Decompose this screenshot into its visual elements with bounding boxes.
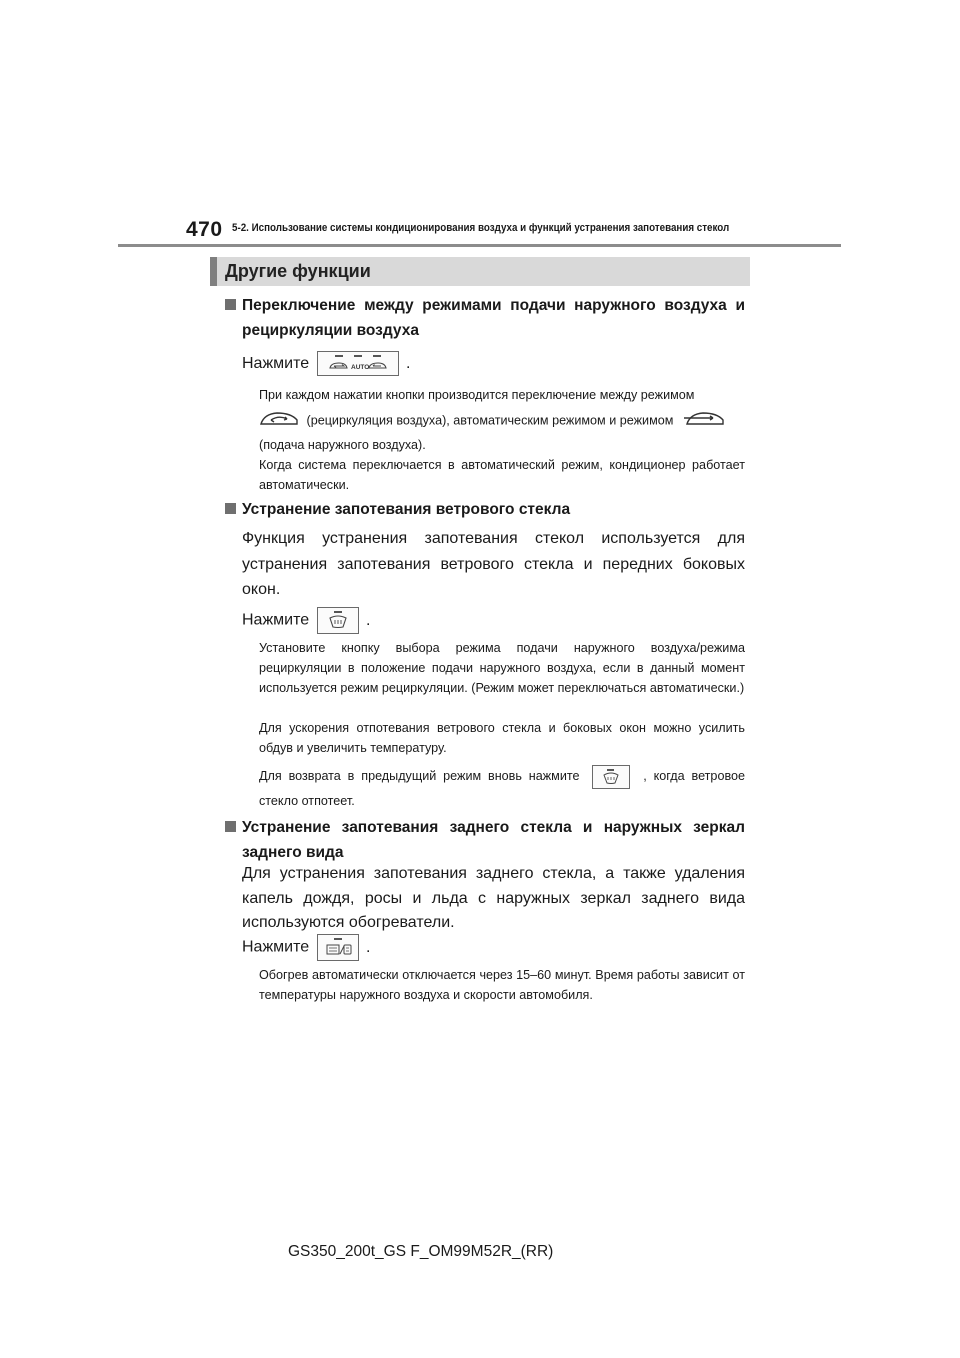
windshield-defogger-button-inline[interactable] — [592, 765, 630, 789]
windshield-defogger-button[interactable] — [317, 607, 359, 634]
bullet-square-icon — [225, 299, 236, 310]
heading-recirculation — [225, 293, 745, 343]
press-label: Нажмите — [242, 611, 310, 629]
section-bar-tab — [210, 257, 217, 286]
press-instruction-recirc — [242, 351, 745, 376]
bullet-square-icon — [225, 821, 236, 832]
rear-defog-description: Для устранения запотевания заднего стекла, а также удаления капель дождя, росы и льда с наружных зеркал заднего вида используются обогреватели. — [242, 865, 745, 931]
press-suffix: . — [366, 611, 371, 629]
chapter-header: 5-2. Использование системы кондиционирования воздуха и функций устранения запотевания стекол — [232, 222, 730, 234]
note-text: Для возврата в предыдущий режим вновь нажмите — [259, 769, 580, 783]
heading-text: Устранение запотевания ветрового стекла — [242, 501, 571, 518]
heading-windshield-defog — [225, 497, 745, 522]
note-windshield-return — [259, 764, 745, 813]
document-code: GS350_200t_GS F_OM99M52R_(RR) — [288, 1243, 554, 1260]
heading-text: Переключение между режимами подачи наружного воздуха и рециркуляции воздуха — [242, 297, 745, 339]
header-divider — [118, 244, 841, 247]
note-text: (подача наружного воздуха). — [259, 438, 426, 452]
section-title: Другие функции — [225, 261, 371, 281]
recirculation-mode-icon — [259, 407, 303, 435]
press-instruction-rear — [242, 934, 745, 961]
page-number: 470 — [186, 218, 223, 241]
press-label: Нажмите — [242, 355, 310, 372]
press-label: Нажмите — [242, 938, 310, 956]
heading-text: Устранение запотевания заднего стекла и наружных зеркал заднего вида — [242, 819, 745, 861]
windshield-defog-description: Функция устранения запотевания стекол используется для устранения запотевания ветрового стекла и передних боковых окон. — [242, 530, 745, 598]
press-instruction-windshield — [242, 607, 745, 634]
heading-rear-defog — [225, 815, 745, 865]
note-text: , когда ветровое стекло отпотеет. — [259, 769, 745, 808]
fresh-air-mode-icon — [683, 407, 727, 435]
note-auto-mode: Когда система переключается в автоматический режим, кондиционер работает автоматически. — [259, 458, 745, 492]
note-text: (рециркуляция воздуха), автоматическим режимом и режимом — [306, 413, 674, 428]
note-windshield-speedup: Для ускорения отпотевания ветрового стекла и боковых окон можно усилить обдув и увеличить температуру. — [259, 721, 745, 755]
note-windshield-setup: Установите кнопку выбора режима подачи наружного воздуха/режима рециркуляции в положение подачи наружного воздуха, если в данный момент используется режим рециркуляции. (Режим может переключаться автоматически.) — [259, 641, 745, 695]
note-rear-auto-off: Обогрев автоматически отключается через 15–60 минут. Время работы зависит от температуры наружного воздуха и скорости автомобиля. — [259, 968, 745, 1002]
note-recirc-modes — [259, 385, 745, 455]
bullet-square-icon — [225, 503, 236, 514]
press-suffix: . — [406, 355, 411, 372]
rear-defogger-button[interactable] — [317, 934, 359, 961]
auto-button-label: AUTO — [350, 364, 369, 372]
section-title-bar — [210, 257, 750, 286]
note-text: При каждом нажатии кнопки производится переключение между режимом — [259, 388, 695, 402]
press-suffix: . — [366, 938, 371, 956]
air-intake-auto-button[interactable] — [317, 351, 399, 376]
